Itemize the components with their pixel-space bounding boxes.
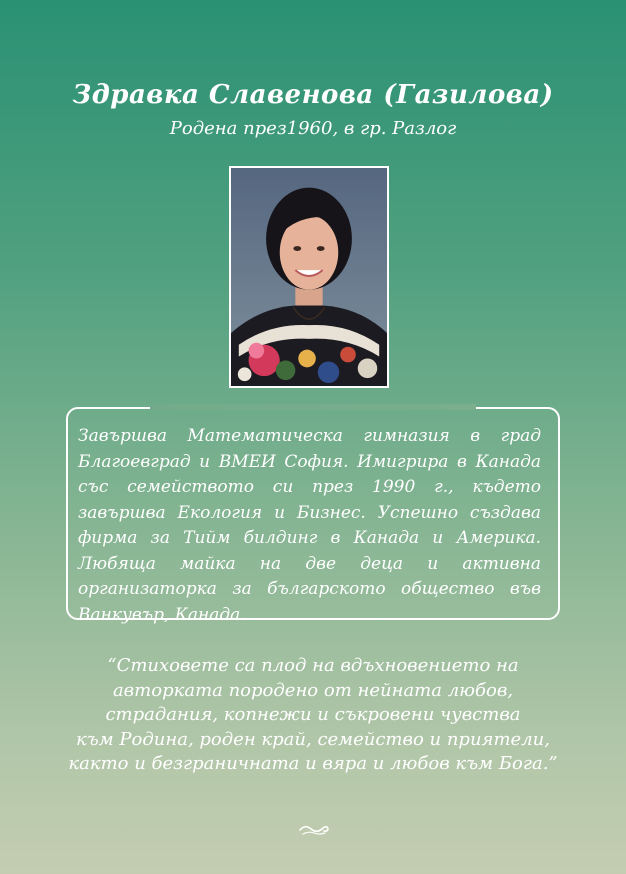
- quote-line: авторката породено от нейната любов,: [112, 679, 514, 701]
- author-portrait: [229, 166, 389, 388]
- author-quote: [40, 654, 586, 777]
- swirl-ornament-icon: [297, 820, 331, 840]
- quote-line: страдания, копнежи и съкровени чувства: [105, 704, 521, 725]
- page-title: Здравка Славенова (Газилова): [72, 80, 554, 110]
- bio-text: Завършва Математическа гимназия в град Благоевград и ВМЕИ София. Имигрира в Канада със семейството си през 1990 г., където завършва Екология и Бизнес. Успешно създава фирма за Тийм билдинг в Канада и Америка. Любяща майка на две деца и активна организаторка за българското общество във Ванкувър, Канада.: [78, 426, 541, 625]
- page-subtitle: Родена през1960, в гр. Разлог: [169, 118, 457, 139]
- quote-line: “Стиховете са плод на вдъхновението на: [107, 655, 519, 676]
- portrait-illustration: [231, 168, 387, 386]
- bio-frame-gap: [150, 404, 476, 410]
- quote-line: както и безграничната и вяра и любов към Бога.”: [68, 753, 558, 774]
- quote-line: към Родина, роден край, семейство и приятели,: [76, 728, 550, 750]
